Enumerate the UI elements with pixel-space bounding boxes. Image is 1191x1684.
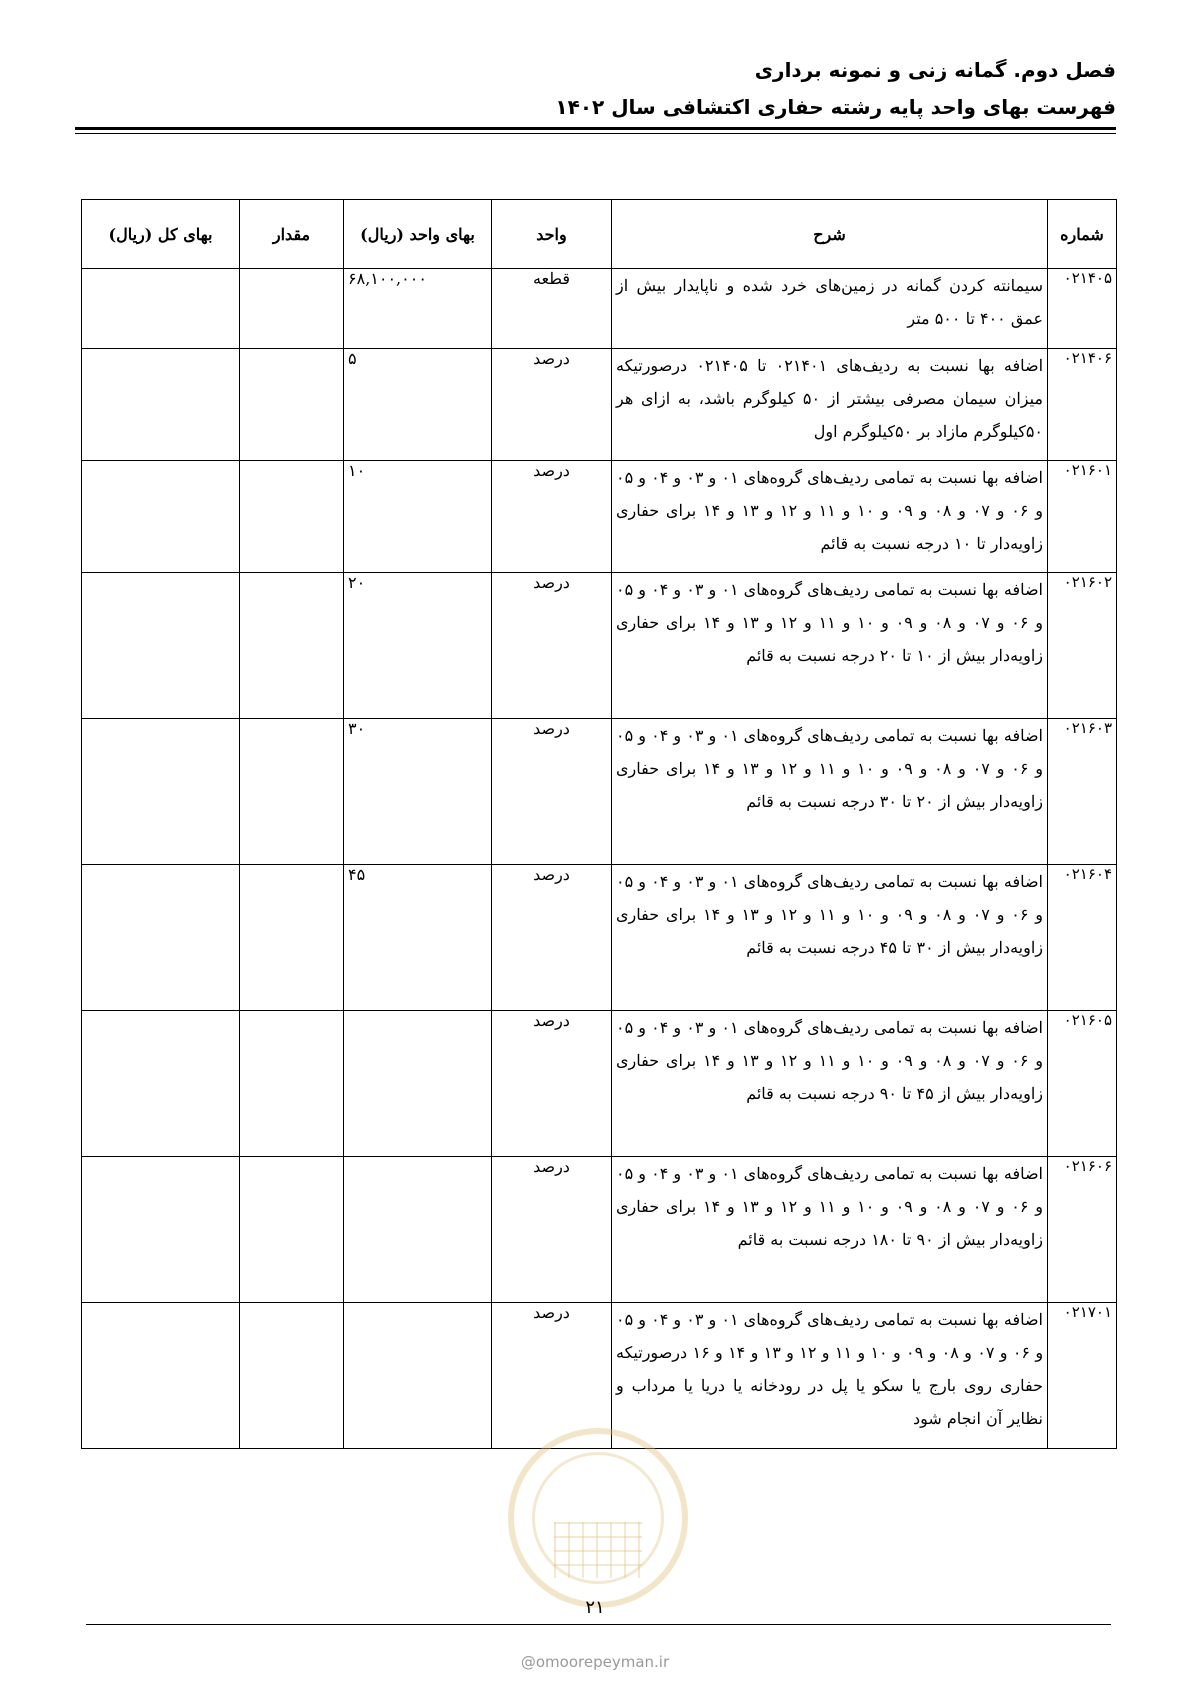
item-total-price — [82, 1303, 240, 1449]
column-header-unit-price: بهای واحد (ریال) — [344, 200, 492, 269]
item-total-price — [82, 573, 240, 719]
item-unit: قطعه — [492, 269, 612, 349]
column-header-code: شماره — [1048, 200, 1117, 269]
item-quantity — [240, 349, 344, 461]
item-total-price — [82, 269, 240, 349]
item-quantity — [240, 573, 344, 719]
item-total-price — [82, 865, 240, 1011]
item-unit-price: ۲۰ — [344, 573, 492, 719]
item-code: ۰۲۱۷۰۱ — [1048, 1303, 1117, 1449]
column-header-total-price: بهای کل (ریال) — [82, 200, 240, 269]
item-quantity — [240, 1303, 344, 1449]
watermark-inner-ring — [532, 1452, 664, 1584]
item-description: اضافه بها نسبت به تمامی ردیف‌های گروه‌های ۰۱ و ۰۳ و ۰۴ و ۰۵ و ۰۶ و ۰۷ و ۰۸ و ۰۹ و ۱۰ و ۱۱ و ۱۲ و ۱۳ و ۱۴ برای حفاری زاویه‌دار بیش از ۹۰ تا ۱۸۰ درجه نسبت به قائم — [612, 1157, 1048, 1303]
item-quantity — [240, 461, 344, 573]
item-unit-price: ۵ — [344, 349, 492, 461]
item-total-price — [82, 719, 240, 865]
item-description: اضافه بها نسبت به تمامی ردیف‌های گروه‌های ۰۱ و ۰۳ و ۰۴ و ۰۵ و ۰۶ و ۰۷ و ۰۸ و ۰۹ و ۱۰ و ۱۱ و ۱۲ و ۱۳ و ۱۴ برای حفاری زاویه‌دار بیش از ۳۰ تا ۴۵ درجه نسبت به قائم — [612, 865, 1048, 1011]
item-unit: درصد — [492, 573, 612, 719]
table-row — [82, 269, 1117, 349]
item-unit: درصد — [492, 1303, 612, 1449]
price-list-table — [81, 199, 1117, 1449]
item-code: ۰۲۱۶۰۶ — [1048, 1157, 1117, 1303]
item-code: ۰۲۱۴۰۵ — [1048, 269, 1117, 349]
table-row — [82, 1157, 1117, 1303]
page-number: ۲۱ — [585, 1597, 605, 1618]
header-rule-thin — [75, 133, 1116, 134]
table-row — [82, 461, 1117, 573]
item-quantity — [240, 719, 344, 865]
item-description: اضافه بها نسبت به تمامی ردیف‌های گروه‌های ۰۱ و ۰۳ و ۰۴ و ۰۵ و ۰۶ و ۰۷ و ۰۸ و ۰۹ و ۱۰ و ۱۱ و ۱۲ و ۱۳ و ۱۴ برای حفاری زاویه‌دار بیش از ۱۰ تا ۲۰ درجه نسبت به قائم — [612, 573, 1048, 719]
item-unit: درصد — [492, 865, 612, 1011]
item-description: اضافه بها نسبت به تمامی ردیف‌های گروه‌های ۰۱ و ۰۳ و ۰۴ و ۰۵ و ۰۶ و ۰۷ و ۰۸ و ۰۹ و ۱۰ و ۱۱ و ۱۲ و ۱۳ و ۱۴ برای حفاری زاویه‌دار بیش از ۲۰ تا ۳۰ درجه نسبت به قائم — [612, 719, 1048, 865]
item-description: اضافه بها نسبت به تمامی ردیف‌های گروه‌های ۰۱ و ۰۳ و ۰۴ و ۰۵ و ۰۶ و ۰۷ و ۰۸ و ۰۹ و ۱۰ و ۱۱ و ۱۲ و ۱۳ و ۱۴ برای حفاری زاویه‌دار تا ۱۰ درجه نسبت به قائم — [612, 461, 1048, 573]
item-total-price — [82, 1157, 240, 1303]
item-quantity — [240, 865, 344, 1011]
item-total-price — [82, 1011, 240, 1157]
table-row — [82, 719, 1117, 865]
item-unit-price — [344, 1011, 492, 1157]
item-description: اضافه بها نسبت به تمامی ردیف‌های گروه‌های ۰۱ و ۰۳ و ۰۴ و ۰۵ و ۰۶ و ۰۷ و ۰۸ و ۰۹ و ۱۰ و ۱۱ و ۱۲ و ۱۳ و ۱۴ برای حفاری زاویه‌دار بیش از ۴۵ تا ۹۰ درجه نسبت به قائم — [612, 1011, 1048, 1157]
item-unit-price: ۴۵ — [344, 865, 492, 1011]
item-unit-price: ۱۰ — [344, 461, 492, 573]
column-header-description: شرح — [612, 200, 1048, 269]
item-total-price — [82, 461, 240, 573]
footer-rule — [86, 1624, 1111, 1625]
item-code: ۰۲۱۴۰۶ — [1048, 349, 1117, 461]
item-code: ۰۲۱۶۰۴ — [1048, 865, 1117, 1011]
item-unit: درصد — [492, 349, 612, 461]
item-unit: درصد — [492, 1157, 612, 1303]
table-row — [82, 349, 1117, 461]
document-title: فهرست بهای واحد پایه رشته حفاری اکتشافی سال ۱۴۰۲ — [555, 95, 1116, 119]
item-quantity — [240, 1157, 344, 1303]
item-unit-price: ۳۰ — [344, 719, 492, 865]
item-quantity — [240, 269, 344, 349]
item-description: سیمانته کردن گمانه در زمین‌های خرد شده و ناپایدار بیش از عمق ۴۰۰ تا ۵۰۰ متر — [612, 269, 1048, 349]
table-row — [82, 1303, 1117, 1449]
watermark-grid-emblem — [554, 1522, 642, 1578]
table-row — [82, 573, 1117, 719]
column-header-quantity: مقدار — [240, 200, 344, 269]
column-header-unit: واحد — [492, 200, 612, 269]
item-unit-price — [344, 1157, 492, 1303]
item-code: ۰۲۱۶۰۱ — [1048, 461, 1117, 573]
item-unit: درصد — [492, 461, 612, 573]
item-unit: درصد — [492, 719, 612, 865]
item-unit: درصد — [492, 1011, 612, 1157]
chapter-heading: فصل دوم. گمانه زنی و نمونه برداری — [754, 58, 1116, 82]
website-watermark: @omoorepeyman.ir — [520, 1653, 670, 1671]
table-row — [82, 1011, 1117, 1157]
item-unit-price — [344, 1303, 492, 1449]
item-description: اضافه بها نسبت به ردیف‌های ۰۲۱۴۰۱ تا ۰۲۱۴۰۵ درصورتیکه میزان سیمان مصرفی بیشتر از ۵۰ کیلوگرم باشد، به ازای هر ۵۰کیلوگرم مازاد بر ۵۰کیلوگرم اول — [612, 349, 1048, 461]
item-total-price — [82, 349, 240, 461]
header-rule-thick — [75, 127, 1116, 130]
table-header-row — [82, 200, 1117, 269]
item-description: اضافه بها نسبت به تمامی ردیف‌های گروه‌های ۰۱ و ۰۳ و ۰۴ و ۰۵ و ۰۶ و ۰۷ و ۰۸ و ۰۹ و ۱۰ و ۱۱ و ۱۲ و ۱۳ و ۱۴ و ۱۶ درصورتیکه حفاری روی بارج یا سکو یا پل در رودخانه یا دریا یا مرداب و نظایر آن انجام شود — [612, 1303, 1048, 1449]
item-code: ۰۲۱۶۰۳ — [1048, 719, 1117, 865]
item-quantity — [240, 1011, 344, 1157]
item-code: ۰۲۱۶۰۲ — [1048, 573, 1117, 719]
item-code: ۰۲۱۶۰۵ — [1048, 1011, 1117, 1157]
item-unit-price: ۶۸,۱۰۰,۰۰۰ — [344, 269, 492, 349]
watermark-logo — [508, 1428, 688, 1608]
table-row — [82, 865, 1117, 1011]
